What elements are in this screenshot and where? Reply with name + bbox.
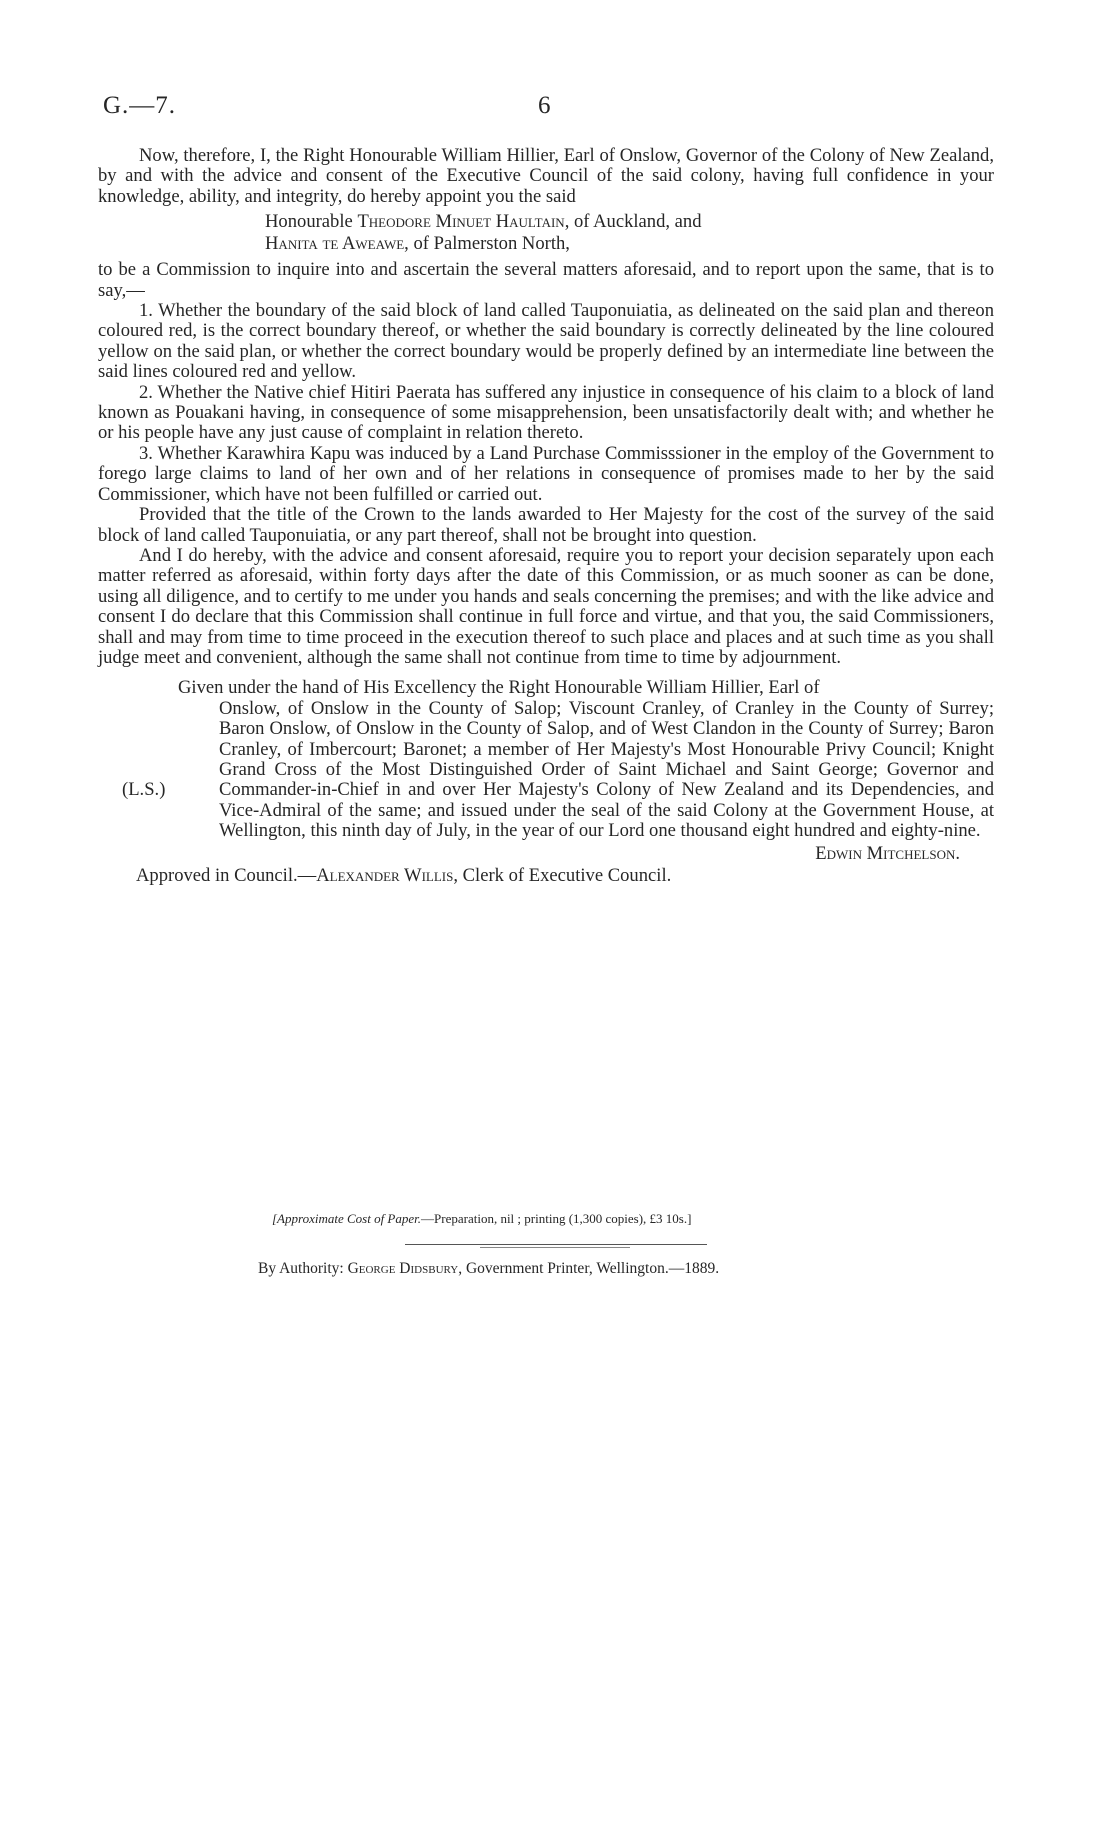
cost-label: [Approximate Cost of Paper.	[272, 1211, 422, 1226]
appointee-1-title: Honourable	[265, 211, 358, 233]
proviso-paragraph: Provided that the title of the Crown to the lands awarded to Her Majesty for the cost of the survey of the said block of land called Tauponuiatia, or any part thereof, shall not be brought into question.	[98, 504, 994, 546]
appointees-block	[98, 211, 994, 254]
item-2: 2. Whether the Native chief Hitiri Paerata has suffered any injustice in consequence of his claim to a block of land known as Pouakani having, in consequence of some misapprehension, been unsatisfactorily dealt with; and whether he or his people have any just cause of complaint in relation thereto.	[98, 381, 994, 444]
printer-name: George Didsbury	[347, 1260, 459, 1277]
appointee-2-place: , of Palmerston North,	[404, 232, 570, 254]
document-body	[98, 146, 994, 886]
appointee-1-name: Theodore Minuet Haultain	[357, 211, 565, 233]
parliamentary-paper-ref: G.—7.	[103, 92, 177, 119]
requirement-paragraph: And I do hereby, with the advice and consent aforesaid, require you to report your decision separately upon each matter referred as aforesaid, within forty days after the date of this Commission, or as much sooner as can be done, using all diligence, and to certify to me under you hands and seals concerning the premises; and with the like advice and consent I do declare that this Commission shall continue in full force and virtue, and that you, the said Commissioners, shall and may from time to time proceed in the execution thereof to such place and places and at such time as you shall judge meet and convenient, although the same shall not continue from time to time by adjournment.	[98, 544, 994, 668]
seal-mark: (L.S.)	[122, 779, 166, 801]
approved-suffix: , Clerk of Executive Council.	[453, 865, 672, 886]
intro-paragraph: Now, therefore, I, the Right Honourable William Hillier, Earl of Onslow, Governor of the Colony of New Zealand, by and with the advice and consent of the Executive Council of the said colony, having full confidence in your knowledge, ability, and integrity, do hereby appoint you the said	[98, 145, 994, 207]
appointee-2	[265, 233, 994, 255]
divider-rule-short	[480, 1247, 630, 1248]
authority-prefix: By Authority:	[258, 1260, 348, 1277]
page-number: 6	[538, 92, 551, 119]
approved-in-council	[98, 866, 994, 886]
given-under-hand-block	[98, 678, 994, 841]
item-3: 3. Whether Karawhira Kapu was induced by a Land Purchase Commisssioner in the employ of the Government to forego large claims to land of her own and of her relations in consequence of promises made to her by the said Commissioner, which have not been fulfilled or carried out.	[98, 442, 994, 505]
authority-suffix: , Government Printer, Wellington.—1889.	[458, 1260, 720, 1277]
approved-prefix: Approved in Council.—	[136, 865, 317, 886]
divider-rule	[405, 1244, 707, 1245]
cost-of-paper	[272, 1211, 832, 1227]
given-rest: Onslow, of Onslow in the County of Salop; Viscount Cranley, of Cranley in the County of Surrey; Baron Onslow, of Onslow in the County of Salop, and of West Clandon in the County of Surrey; Baron Cranley, of Imbercourt; Baronet; a member of Her Majesty's Most Honourable Privy Council; Knight Grand Cross of the Most Distinguished Order of Saint Michael and Saint George; Governor and Commander-in-Chief in and over Her Majesty's Colony of New Zealand and its Dependencies, and Vice-Admiral of the same; and issued under the seal of the said Colony at the Government House, at Wellington, this ninth day of July, in the year of our Lord one thousand eight hundred and eighty-nine.	[219, 697, 994, 842]
appointee-1	[265, 211, 994, 233]
appointee-2-name: Hanita te Aweawe	[265, 232, 405, 254]
clerk-name: Alexander Willis	[316, 865, 454, 886]
appointee-1-place: , of Auckland, and	[564, 211, 702, 233]
cost-text: —Preparation, nil ; printing (1,300 copies), £3 10s.]	[421, 1211, 692, 1226]
signature: Edwin Mitchelson.	[815, 842, 960, 864]
commission-paragraph: to be a Commission to inquire into and ascertain the several matters aforesaid, and to report upon the same, that is to say,—	[98, 259, 994, 301]
printer-authority	[258, 1260, 719, 1278]
given-first-line: Given under the hand of His Excellency the Right Honourable William Hillier, Earl of	[178, 677, 820, 699]
item-1: 1. Whether the boundary of the said block of land called Tauponuiatia, as delineated on the said plan and thereon coloured red, is the correct boundary thereof, or whether the said boundary is correctly delineated by the line coloured yellow on the said plan, or whether the correct boundary would be properly defined by an intermediate line between the said lines coloured red and yellow.	[98, 300, 994, 383]
